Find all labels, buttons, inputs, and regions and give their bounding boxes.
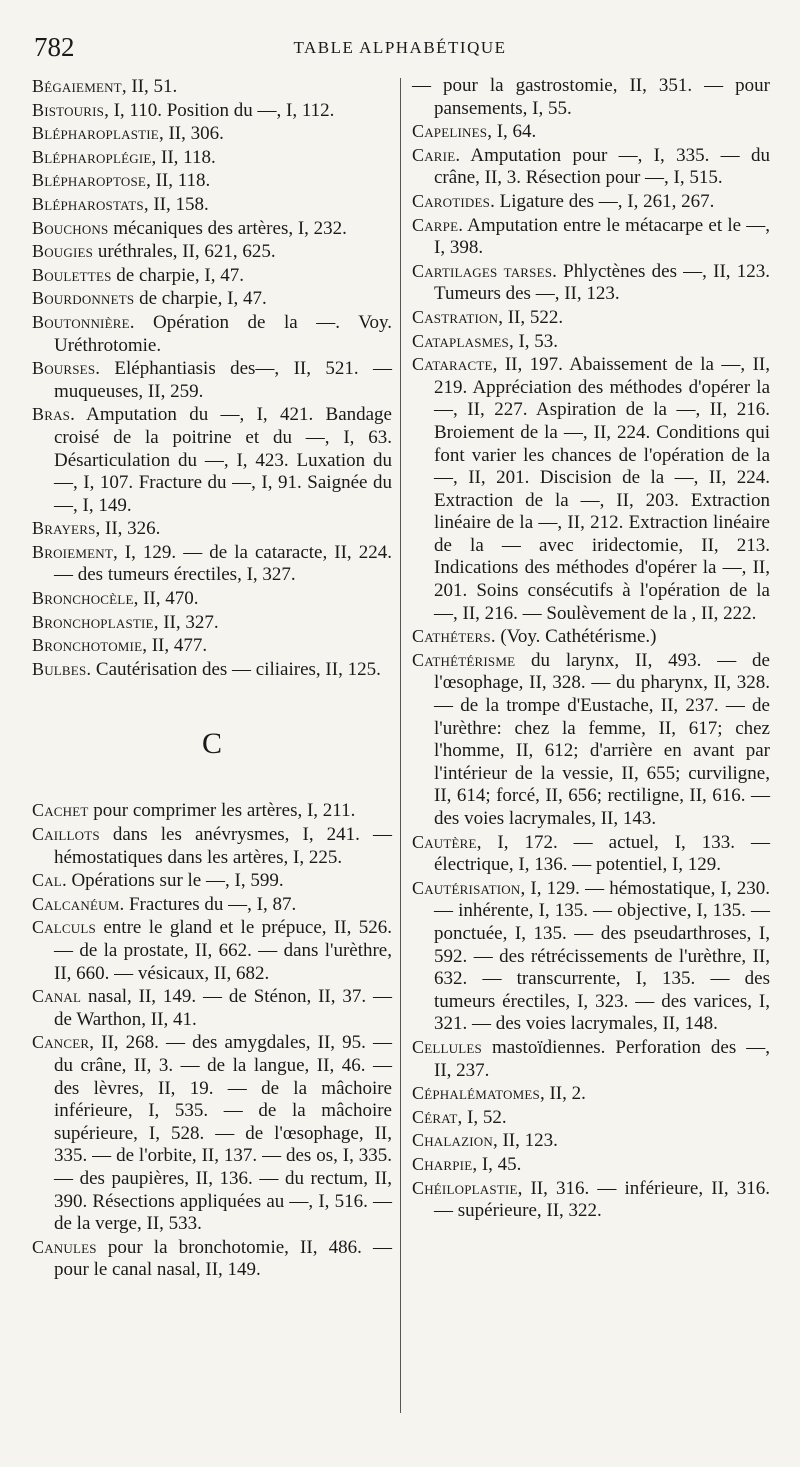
index-term: Cellules [412,1036,482,1057]
index-entry [32,1236,392,1282]
index-references: , I, 52. [457,1106,507,1128]
index-term: Bougies [32,241,94,262]
index-entry [412,306,770,330]
index-references: , II, 158. [143,193,209,215]
index-entry [32,75,392,99]
index-entry [32,985,392,1031]
index-term: Bras [32,404,71,425]
index-term: Blépharostats [32,193,144,214]
index-term: Broiement [32,541,113,562]
index-term: Céphalématomes [412,1083,540,1104]
index-entry [412,214,770,260]
index-entry [32,541,392,587]
index-term: Bouchons [32,217,109,238]
index-references: . Amputation pour —, I, 335. — du crâne, II, 3. Résection pour —, I, 515. [434,144,770,189]
index-references: , I, 64. [487,121,537,143]
left-column [32,75,392,1282]
index-term: Cancer [32,1032,90,1053]
index-term: Chalazion [412,1130,493,1151]
index-term: Canal [32,986,82,1007]
index-references: , II, 470. [133,588,199,610]
index-entry [32,264,392,288]
index-term: Bulbes [32,658,87,679]
index-references: , II, 118. [151,146,216,168]
index-references: nasal, II, 149. — de Sténon, II, 37. — de Warthon, II, 41. [54,986,392,1030]
index-references: , II, 522. [498,306,564,328]
index-references: . Fractures du —, I, 87. [119,893,297,915]
index-entry [32,357,392,403]
index-entry [412,1177,770,1223]
index-references: de charpie, I, 47. [111,264,244,286]
index-entry [412,260,770,306]
index-term: Cachet [32,800,89,821]
index-section-c [32,799,392,1281]
index-term: Cathéters [412,626,491,647]
index-term: Brayers [32,518,96,539]
index-entry [412,1153,770,1177]
index-references: , II, 51. [121,76,178,97]
index-entry [412,831,770,877]
index-term: Bourdonnets [32,288,135,309]
index-term: Cérat [412,1106,458,1127]
index-entry [32,169,392,193]
index-term: Charpie [412,1153,473,1174]
index-term: Carie [412,144,456,165]
index-entry [32,1031,392,1235]
index-entry [412,649,770,831]
index-term: Cautère [412,831,477,852]
index-references: , II, 326. [95,518,161,540]
index-references: . Eléphantiasis des—, II, 521. — muqueuses, II, 259. [54,358,392,402]
index-references: , II, 268. — des amygdales, II, 95. — du crâne, II, 3. — de la langue, II, 46. — des lèvres, II, 19. — de la mâchoire inférieure, I, 535. — de la mâchoire supérieure, I, 528. — de l'œsophage, II, 335. — de l'orbite, II, 137. — des os, I, 335. — des paupières, II, 136. — du rectum, II, 390. Résections appliquées au —, I, 516. — de la verge, II, 533. [54,1032,392,1235]
index-entry [32,122,392,146]
index-term: Bistouris [32,99,105,120]
index-term: Cataracte [412,354,493,375]
index-term: Cataplasmes [412,330,509,351]
index-references: , II, 118. [146,170,211,192]
index-references: , I, 129. — de la cataracte, II, 224. — des tumeurs érectiles, I, 327. [54,541,392,586]
index-references: , II, 327. [153,611,219,633]
running-title: TABLE ALPHABÉTIQUE [293,38,507,57]
index-term: Canules [32,1236,97,1257]
index-term: Blépharoptose [32,170,147,191]
index-term: Blépharoplastie [32,123,159,144]
index-term: Bégaiement [32,76,122,96]
index-references: . Opération de la —. Voy. Uréthrotomie. [54,311,392,356]
index-term: Chéiloplastie [412,1177,518,1198]
index-references: mécaniques des artères, I, 232. [108,217,347,239]
index-references: . (Voy. Cathétérisme.) [490,626,657,648]
index-references: , I, 45. [472,1153,522,1175]
index-references: . Opérations sur le —, I, 599. [61,870,284,892]
index-entry [412,1129,770,1153]
index-entry [32,193,392,217]
index-entry [412,1106,770,1130]
index-references: . Ligature des —, I, 261, 267. [490,190,715,212]
index-entry [32,240,392,264]
index-references: . Amputation entre le métacarpe et le —, I, 398. [434,214,770,259]
index-references: — pour la gastrostomie, II, 351. — pour pansements, I, 55. [412,75,770,119]
index-term: Bronchoplastie [32,611,154,632]
index-entry [32,217,392,241]
index-term: Boutonnière [32,311,130,332]
index-references: , I, 129. — hémostatique, I, 230. — inhérente, I, 135. — objective, I, 135. — ponctuée, I, 135. — des pseudarthroses, I, 592. — des rétrécissements de l'urèthre, II, 632. — transcurrente, I, 135. — des tumeurs érectiles, I, 323. — des varices, I, 321. — des voies lacrymales, II, 148. [434,877,770,1035]
index-term: Calcanéum [32,893,120,914]
index-entry [32,799,392,823]
index-references: , II, 123. [492,1130,558,1152]
index-term: Capelines [412,121,488,142]
index-entry [412,625,770,649]
index-references: , II, 316. — inférieure, II, 316. — supérieure, II, 322. [434,1177,770,1222]
index-entry [32,517,392,541]
index-references: . Phlyctènes des —, II, 123. Tumeurs des —, II, 123. [434,260,770,305]
index-references: dans les anévrysmes, I, 241. — hémostatiques dans les artères, I, 225. [54,824,392,868]
index-entry [412,330,770,354]
index-references: , II, 306. [158,123,224,145]
index-term: Boulettes [32,264,112,285]
index-term: Carpe [412,214,459,235]
index-entry [32,146,392,170]
index-entry [412,1082,770,1106]
index-entry [32,869,392,893]
section-letter: C [201,727,222,761]
index-entry [32,403,392,517]
index-references: , I, 110. Position du —, I, 112. [104,99,335,121]
index-entry [32,823,392,869]
index-references: . Cautérisation des — ciliaires, II, 125. [86,658,381,680]
index-term: Bronchocèle [32,588,134,609]
index-entry [32,634,392,658]
index-term: Blépharoplégie [32,146,152,167]
index-entry [412,75,770,120]
index-entry [32,893,392,917]
index-entry [412,353,770,625]
index-entry [412,120,770,144]
index-references: , I, 53. [508,330,559,352]
index-references: , II, 197. Abaissement de la —, II, 219. Appréciation des méthodes d'opérer la —, II, 227. Aspiration de la —, II, 216. Broiement de la —, II, 224. Conditions qui font varier les chances de l'opération de la —, II, 201. Discision de la —, II, 224. Extraction de la —, II, 203. Extraction linéaire de la —, II, 212. Extraction linéaire de la — avec iridectomie, II, 213. Indications des méthodes d'opérer la —, II, 201. Soins consécutifs à l'opération de la —, II, 216. — Soulèvement de la , II, 222. [434,354,770,624]
index-references: pour comprimer les artères, I, 211. [88,800,356,822]
index-term: Calculs [32,917,96,938]
index-term: Carotides [412,190,491,211]
index-entry [412,1036,770,1082]
index-references: , II, 477. [142,635,208,657]
index-term: Bourses [32,358,96,379]
index-entry [32,99,392,123]
index-references: , I, 172. — actuel, I, 133. — électrique, I, 136. — potentiel, I, 129. [434,831,770,876]
index-references: entre le gland et le prépuce, II, 526. — de la prostate, II, 662. — dans l'urèthre, II, 660. — vésicaux, II, 682. [54,917,392,984]
index-entry [32,311,392,357]
index-term: Cartilages tarses [412,260,553,281]
index-entry [32,916,392,985]
right-column [412,75,770,1223]
index-term: Cal [32,870,62,891]
page-number: 782 [34,32,75,62]
index-term: Cautérisation [412,877,521,898]
index-entry [32,658,392,682]
index-references: , II, 2. [539,1083,586,1105]
index-entry [32,287,392,311]
index-entry [412,144,770,190]
index-entry [412,877,770,1036]
index-references: mastoïdiennes. Perforation des —, II, 237. [434,1036,770,1081]
index-term: Caillots [32,824,100,845]
index-references: pour la bronchotomie, II, 486. — pour le canal nasal, II, 149. [54,1236,392,1281]
index-section-c-continued [412,75,770,1223]
index-section-b [32,75,392,681]
index-entry [32,587,392,611]
index-term: Cathétérisme [412,649,516,670]
index-term: Bronchotomie [32,635,143,656]
index-entry [32,611,392,635]
index-references: de charpie, I, 47. [134,288,267,310]
index-entry [412,190,770,214]
page-header [0,30,800,70]
index-references: . Amputation du —, I, 421. Bandage croisé de la poitrine et du —, I, 63. Désarticulation du —, I, 423. Luxation du —, I, 107. Fracture du —, I, 91. Saignée du —, I, 149. [54,404,392,516]
index-references: du larynx, II, 493. — de l'œsophage, II, 328. — du pharynx, II, 328. — de la trompe d'Eustache, II, 237. — de l'urèthre: chez la femme, II, 617; chez l'homme, II, 612; d'arrière en avant par l'intérieur de la vessie, II, 655; curviligne, II, 614; forcé, II, 656; rectiligne, II, 616. — des voies lacrymales, II, 143. [434,649,770,829]
column-divider [400,78,401,1413]
index-references: uréthrales, II, 621, 625. [93,241,276,263]
index-term: Castration [412,306,499,327]
